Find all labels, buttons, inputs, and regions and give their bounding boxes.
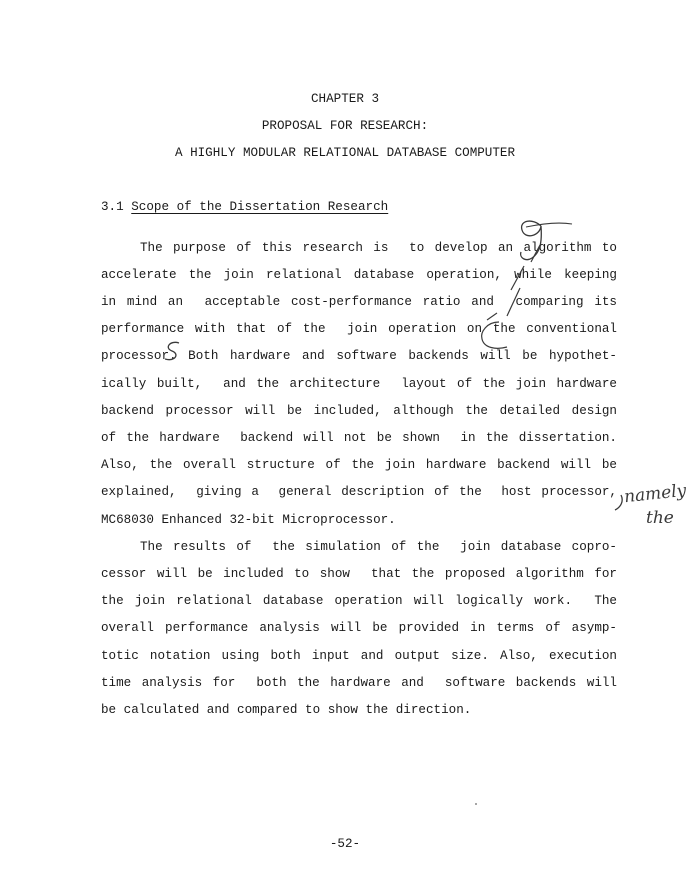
body-line: of the hardware backend will not be shown in the dissertation. [101, 431, 617, 445]
circle-the-tail [487, 313, 497, 320]
body-line: be calculated and compared to show the direction. [101, 703, 472, 717]
section-number: 3.1 [101, 200, 124, 214]
body-line: MC68030 Enhanced 32-bit Microprocessor. [101, 513, 396, 527]
body-line: processor. Both hardware and software backends will be hypothet- [101, 349, 617, 363]
body-line: accelerate the join relational database operation, while keeping [101, 268, 617, 282]
body-line: ically built, and the architecture layout of the join hardware [101, 377, 617, 391]
insert-g-stroke [526, 223, 572, 227]
body-line: time analysis for both the hardware and software backends will [101, 676, 617, 690]
body-line: backend processor will be included, although the detailed design [101, 404, 617, 418]
body-line: performance with that of the join operation on the conventional [101, 322, 617, 336]
section-heading [101, 199, 388, 215]
section-title: Scope of the Dissertation Research [131, 200, 389, 214]
body-line: The results of the simulation of the join database copro- [140, 540, 617, 554]
margin-note-namely: namely [623, 480, 688, 508]
body-line: overall performance analysis will be provided in terms of asymp- [101, 621, 617, 635]
chapter-subheading: A HIGHLY MODULAR RELATIONAL DATABASE COMPUTER [174, 146, 516, 160]
chapter-label: CHAPTER 3 [310, 92, 380, 106]
scan-speck [475, 803, 477, 805]
page-number: -52- [329, 837, 361, 851]
body-line: cessor will be included to show that the proposed algorithm for [101, 567, 617, 581]
chapter-heading: PROPOSAL FOR RESEARCH: [261, 119, 429, 133]
body-line: the join relational database operation will logically work. The [101, 594, 617, 608]
body-line: explained, giving a general description of the host processor, [101, 485, 617, 499]
margin-note-the: the [646, 508, 674, 528]
body-line: Also, the overall structure of the join hardware backend will be [101, 458, 617, 472]
body-line: totic notation using both input and output size. Also, execution [101, 649, 617, 663]
body-line: The purpose of this research is to develop an algorithm to [140, 241, 617, 255]
body-line: in mind an acceptable cost-performance ratio and comparing its [101, 295, 617, 309]
